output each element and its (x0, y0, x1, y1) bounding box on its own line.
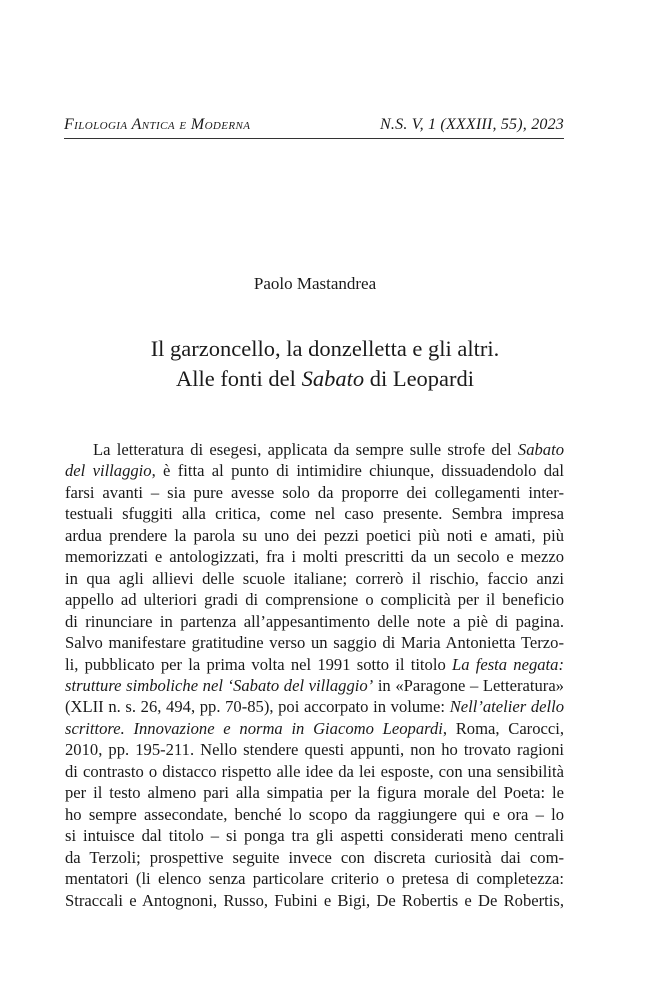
article-body-paragraph (65, 439, 564, 911)
body-line: farsi avanti – sia pure avesse solo da proporre dei collegamenti inter- (65, 482, 564, 502)
body-text-run: , è fitta al punto di intimidire chiunque, dissuadendolo dal (151, 461, 564, 481)
body-line: da Terzoli; prospettive seguite invece con discreta curiosità dai com- (65, 847, 564, 867)
title-text: Alle fonti del (175, 366, 302, 391)
body-line (65, 654, 564, 675)
body-italic-run: scrittore. Innovazione e norma in Giacomo Leopardi (65, 718, 443, 738)
body-line (65, 696, 564, 717)
body-line: testuali sfuggiti alla critica, come nel caso presente. Sembra impresa (65, 504, 564, 524)
article-author: Paolo Mastandrea (253, 274, 377, 293)
article-title (0, 334, 650, 394)
body-line: 2010, pp. 195-211. Nello stendere questi appunti, non ho trovato ragioni (65, 740, 564, 760)
body-text-run: in «Paragone – Letteratura» (373, 675, 564, 695)
body-line: memorizzati e antologizzati, fra i molti prescritti da un secolo e mezzo (65, 547, 564, 567)
body-italic-run: strutture simboliche nel ‘Sabato del villaggio’ (65, 675, 374, 695)
body-line: mentatori (li elenco senza particolare criterio o pretesa di completezza: (65, 869, 564, 889)
running-header (64, 114, 564, 139)
title-italic-sabato: Sabato (301, 366, 365, 391)
body-italic-run: La festa negata: (451, 654, 564, 674)
body-italic-run: Sabato (517, 440, 564, 459)
body-line (65, 460, 564, 481)
body-line (65, 439, 564, 460)
body-line: di rinunciare in partenza all’appesantimento delle note a piè di pagina. (65, 611, 564, 631)
body-line: di contrasto o distacco rispetto alle idee da lei esposte, con una sensibilità (65, 761, 564, 781)
body-text-run: (XLII n. s. 26, 494, pp. 70-85), poi accorpato in volume: (65, 697, 450, 717)
issue-citation: N.S. V, 1 (XXXIII, 55), 2023 (380, 116, 564, 133)
body-line: Salvo manifestare gratitudine verso un saggio di Maria Antonietta Terzo- (65, 633, 564, 653)
journal-title: Filologia Antica e Moderna (64, 116, 251, 133)
body-italic-run: del villaggio (65, 461, 152, 481)
body-line (65, 718, 564, 739)
body-line: per il testo almeno pari alla simpatia per la figura morale del Poeta: le (65, 783, 564, 803)
article-title-line-1: Il garzoncello, la donzelletta e gli altri. (150, 336, 500, 361)
body-italic-run: Nell’atelier dello (449, 697, 565, 717)
body-line: si intuisce dal titolo – si ponga tra gli aspetti considerati meno centrali (65, 826, 564, 846)
title-text: di Leopardi (364, 366, 475, 391)
article-title-line-2 (0, 364, 650, 394)
body-line: Straccali e Antognoni, Russo, Fubini e Bigi, De Robertis e De Robertis, (65, 890, 564, 910)
body-text-run: La letteratura di esegesi, applicata da sempre sulle strofe del (93, 440, 518, 459)
body-text-run: li, pubblicato per la prima volta nel 1991 sotto il titolo (65, 654, 452, 674)
body-line: appello ad ulteriori gradi di comprensione o complicità per il beneficio (65, 590, 564, 610)
body-text-run: , Roma, Carocci, (442, 718, 564, 738)
body-line: in qua agli allievi delle scuole italiane; correrò il rischio, faccio anzi (65, 568, 564, 588)
body-line (65, 675, 564, 696)
body-line: ardua prendere la parola su uno dei pezzi poetici più noti e amati, più (65, 525, 564, 545)
body-line: ho sempre assecondate, benché lo scopo da raggiungere qui e ora – lo (65, 804, 564, 824)
